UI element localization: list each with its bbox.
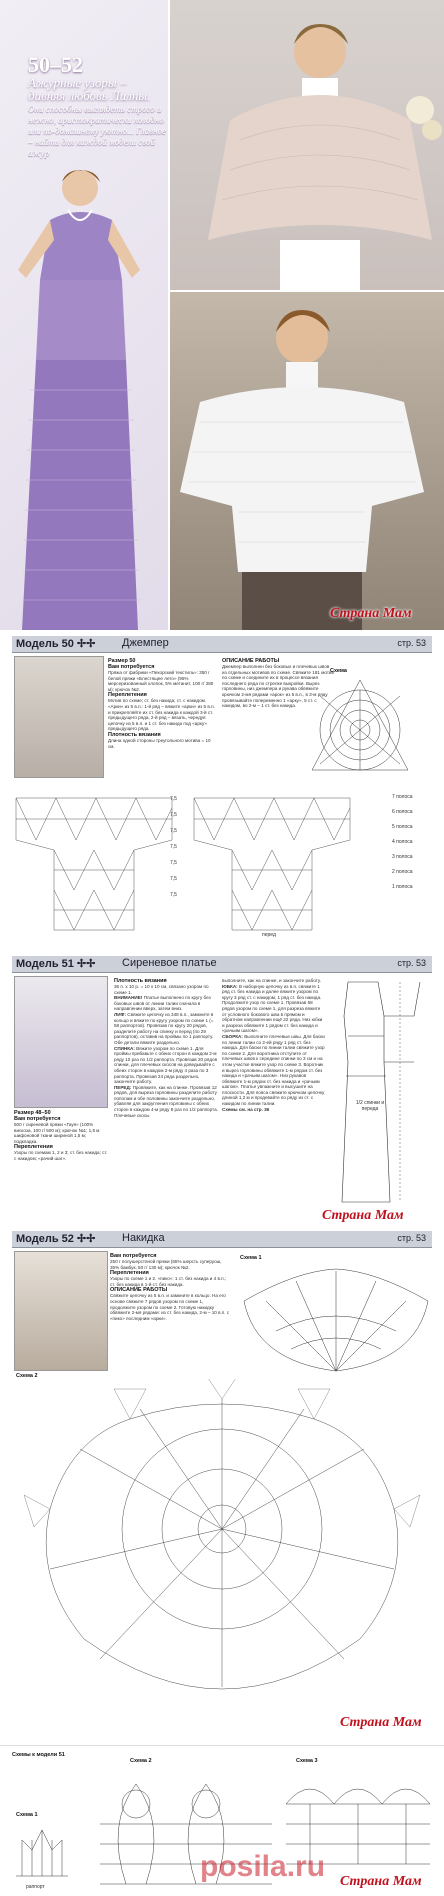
schemes-51-scheme3: Схема 3 — [296, 1758, 318, 1764]
model-50-dims — [170, 796, 188, 898]
model-52-name: Модель 52 ✢✢ — [16, 1233, 96, 1245]
model-52-scheme1 — [236, 1261, 436, 1381]
model-51-title: Сиреневое платье — [122, 957, 217, 969]
model-51-needs-title: Вам потребуется — [14, 1116, 61, 1122]
dim: 7,5 — [170, 796, 177, 802]
model-51-assembly-title: СБОРКА: — [222, 1033, 243, 1039]
schemes-51-scheme1-chart — [12, 1820, 72, 1880]
schemes-51-watermark: Страна Мам — [340, 1874, 422, 1889]
model-50-col1 — [108, 658, 218, 749]
schemes-51-rapport: раппорт — [26, 1884, 45, 1890]
model-50-triangle-motif — [290, 674, 432, 784]
model-50-density-text: Длина одной стороны треугольного мотива = 10 см. — [108, 737, 211, 749]
model-51-header — [12, 956, 432, 973]
model-51-col2 — [222, 978, 326, 1112]
model-50-work-title: ОПИСАНИЕ РАБОТЫ — [222, 658, 280, 664]
dim: 7,5 — [170, 812, 177, 818]
model-51-dress-pattern — [334, 976, 434, 1206]
model-51-left-col — [14, 1110, 110, 1162]
model-52-needs-text: 250 г полушерстяной пряжи (65% шерсть суперуош, 35% бамбук, 50 г/ 130 м); крючок №2. — [110, 1259, 222, 1270]
model-52-needs-title: Вам потребуется — [110, 1253, 157, 1259]
schemes-51-scheme1: Схема 1 — [16, 1812, 38, 1818]
model-51-density-text: 36 п. x 10 р. = 10 x 10 см, связано узором по схеме 1. — [114, 984, 209, 995]
model-52-title: Накидка — [122, 1232, 165, 1244]
model-51-density-title: Плотность вязания — [114, 978, 167, 984]
model-52-scheme2-label: Схема 2 — [16, 1373, 38, 1379]
model-50-chart-back — [14, 790, 174, 940]
model-50-strip-legend — [392, 794, 440, 890]
model-51-size: Размер 48–50 — [14, 1110, 51, 1116]
cover-subhead: Ажурные узоры – давняя любовь Лилны. — [28, 75, 151, 103]
model-52-watermark: Страна Мам — [340, 1715, 422, 1730]
strip-label: 4 полоса — [392, 839, 413, 845]
schemes-51-site-watermark: posila.ru — [200, 1850, 326, 1883]
model-51-needs-text: 500 г сиреневой пряжи «Гауя» (100% вискоза, 100 г/ 500 м); крючок №1; 1,5 м шифоновой ткани шириной 1,5 м; подкладка. — [14, 1122, 100, 1144]
cover-blurb: Они способны выглядеть строго и нежно, аристократически холодно или по-домашнему уютно... Главное – найти для каждой модели свой ажур — [28, 104, 166, 158]
cover-headline: 50–52 — [28, 52, 83, 77]
model-52-scheme2 — [10, 1379, 434, 1699]
strip-label: 3 полоса — [392, 854, 413, 860]
model-51-section — [0, 950, 444, 1225]
cover-watermark: Страна Мам — [330, 606, 412, 621]
model-51-pattern-label: 1/2 спинки и переда — [355, 1100, 385, 1112]
dim: 7,5 — [170, 860, 177, 866]
model-52-page: стр. 53 — [397, 1233, 426, 1243]
model-50-page: стр. 53 — [397, 638, 426, 648]
model-51-weave-text: Узоры по схемам 1, 2 и 3; ст. без накида; ст. с накидом; «рачий шаг». — [14, 1150, 108, 1161]
model-50-weave-text: Мотив по схеме; ст. без накида; ст. с накидом. — [108, 698, 207, 704]
dim: 7,5 — [170, 828, 177, 834]
strip-label: 7 полоса — [392, 794, 413, 800]
model-52-weave-title: Переплетения — [110, 1270, 149, 1277]
model-51-weave-title: Переплетения — [14, 1144, 53, 1151]
model-51-back-text: Вяжите узором по схеме 1. Для проймы прибавьте с обеих сторон в каждом 2-м ряду 10 раз по 1/2 раппорта. Провязав 20 рядов спинки, для плечевых скосов на доведьвайте с обеих сторон в каждом 2-м ряду 4 раза по 3 раппорта. Провязав 24 ряда раздельно, закончите работу. — [114, 1045, 218, 1085]
schemes-51-scheme2: Схема 2 — [130, 1758, 152, 1764]
model-52-col1 — [110, 1253, 230, 1321]
model-50-header — [12, 636, 432, 653]
dim: 7,5 — [170, 892, 177, 898]
model-51-scheme-ref: Схемы см. на стр. 36 — [222, 1106, 270, 1112]
model-50-arka-text: «Арки» из 5 в.п.: 1-й ряд – вяжите «арки» из 5 в.п. и прикрепляйте их ст. без накида к каждой 3-й ст. предыдущего ряда, 2-й ряд – вязать, чередуя цепочку из 5 в.п. и 1 ст. без накида под «арку» предыдущего ряда. — [108, 703, 215, 732]
dim: 7,5 — [170, 876, 177, 882]
dim: 7,5 — [170, 844, 177, 850]
model-50-name: Модель 50 ✢✢ — [16, 638, 96, 650]
model-51-skirt-text: В наборную цепочку из в.п. свяжите 1 ряд ст. без накида и далее вяжите узором по кругу 3 ряд ст. с накидом, 1 ряд ст. без накида. Продолжите узор по схеме 1. Провязав 58 рядов узором по схеме 1, для разреза вяжите от условного бокового шва в прямом и обратном направлении ещё 22 ряда. Низ юбки и разреза обвяжите 1 рядом ст. без накида и «рачьим шагом». — [222, 983, 323, 1034]
strip-label: 2 полоса — [392, 869, 413, 875]
strip-label: 6 полоса — [392, 809, 413, 815]
cover-spread — [0, 0, 444, 630]
model-52-work-text: Свяжите цепочку из 5 в.п. и замкните в кольцо. На его основе свяжите 7 рядов узором по схеме 1, продолжите узором по схеме 2. Готовую накидку обвяжите 2-мя рядами: из ст. без накида, 2-м – 10 в.п. с «пико» последним «арки». — [110, 1293, 230, 1321]
model-50-needs-text: Пряжа от фабрики «Пехорский текстиль»: 350 г белой пряжи «Блестящее лето» (95% мерсеризованный хлопок, 5% метанит, 100 г/ 280 м); крючок №2. — [108, 670, 214, 692]
model-52-weave-text: Узоры по схеме 1 и 2. «пико»: 1 ст. без накида и 4 в.п.; ст. без накида в 1-й ст. без накида. — [110, 1276, 227, 1287]
model-51-col2-text: выполните, как на спинке, и закончите работу. — [222, 978, 321, 983]
model-52-scheme1-label: Схема 1 — [240, 1255, 262, 1261]
model-51-page: стр. 53 — [397, 958, 426, 968]
schemes-51-title: Схемы к модели 51 — [12, 1752, 65, 1758]
model-50-needs-title: Вам потребуется — [108, 664, 155, 670]
model-50-photo — [14, 656, 104, 778]
model-52-work-title: ОПИСАНИЕ РАБОТЫ — [110, 1287, 168, 1294]
model-51-watermark: Страна Мам — [322, 1208, 404, 1223]
model-51-back-title: СПИНКА: — [114, 1045, 135, 1051]
model-51-skirt-title: ЮБКА: — [222, 983, 238, 989]
model-51-bodice-title: ЛИФ: — [114, 1011, 126, 1017]
model-50-weave-title: Переплетения — [108, 692, 147, 699]
strip-label: 5 полоса — [392, 824, 413, 830]
model-51-name: Модель 51 ✢✢ — [16, 958, 96, 970]
model-52-photo — [14, 1251, 108, 1371]
jumper-figure — [170, 292, 444, 630]
model-50-scheme-label: Схема — [330, 668, 347, 674]
lilac-dress-figure — [0, 160, 170, 630]
model-50-work-text: Джемпер выполнен без боковых и плечевых швов из отдельных мотивов по схеме. Свяжите 181 мотив по схеме и соедините их в процессе вязания последнего ряда по стрелке выкройки. Вырез горловины, низ джемпера и рукава обвяжите крючком 2-мя рядами «арок» из 5 в.п., в 3-м ряду провязывайте попеременно 1 «арку», 5 ст. с накидом, во 2-м – 1 ст. без накида. — [222, 664, 334, 709]
strip-label: 1 полоса — [392, 884, 413, 890]
schemes-51-section — [0, 1745, 444, 1896]
model-51-front-text: Провяжите, как на спинке. Провязав 12 рядов, для выреза горловины разделите работу пополам и обе половины закончите раздельно, убавляя для закругления горловины с обеих сторон в каждом 4-м ряду 8 раз по 1/2 раппорта. Плечевые скосы — [114, 1084, 218, 1118]
model-51-attention-title: ВНИМАНИЕ! — [114, 995, 143, 1001]
model-50-section — [0, 630, 444, 950]
model-51-assembly-text: Выполните плечевые швы. Для баски по линии талии со 2-ей ряду 1 ряд ст. без накида. Для баски по линии талии свяжите узор по схеме 2. Для воротника отступите от плечевых швов к середине спинки по 3 см и на этом участке вяжите узор по схеме 3. Воротник и вырез горловины обвяжите 1-м рядом ст. без накида и «рачьим шагом». Низ рукавов обвяжите 1-м рядом ст. без накида и «рачьим шагом». Платье увлажните и высушите на плоскости. Для пояса свяжите крючком цепочку длиной 1,2 м и продевайте по ряду из ст. с накидом по линии талии. — [222, 1033, 325, 1107]
model-50-title: Джемпер — [122, 637, 169, 649]
model-50-density-title: Плотность вязания — [108, 731, 161, 738]
model-51-photo — [14, 976, 108, 1108]
model-52-header — [12, 1231, 432, 1248]
model-50-size: Размер 50 — [108, 658, 136, 664]
model-51-attention-text: Платье выполнено по кругу без боковых швов от линии талии сначала в направлении вверх, затем вниз. — [114, 995, 211, 1012]
model-51-col1 — [114, 978, 218, 1118]
model-50-chart-front — [192, 790, 352, 940]
model-50-front-label: перед — [262, 932, 276, 938]
model-51-front-title: ПЕРЕД: — [114, 1084, 132, 1090]
model-52-section — [0, 1225, 444, 1745]
model-51-bodice-text: Свяжите цепочку из 348 в.п., замкните в кольцо и вяжите по кругу узором по схеме 1 (= 58 раппортов). Провязав по кругу 20 рядов, разделите работу на спинку и перед (по 29 раппортов), оставив на проймы по 1 раппорту. Обе детали вяжите раздельно. — [114, 1011, 214, 1045]
shawl-figure — [170, 0, 444, 290]
